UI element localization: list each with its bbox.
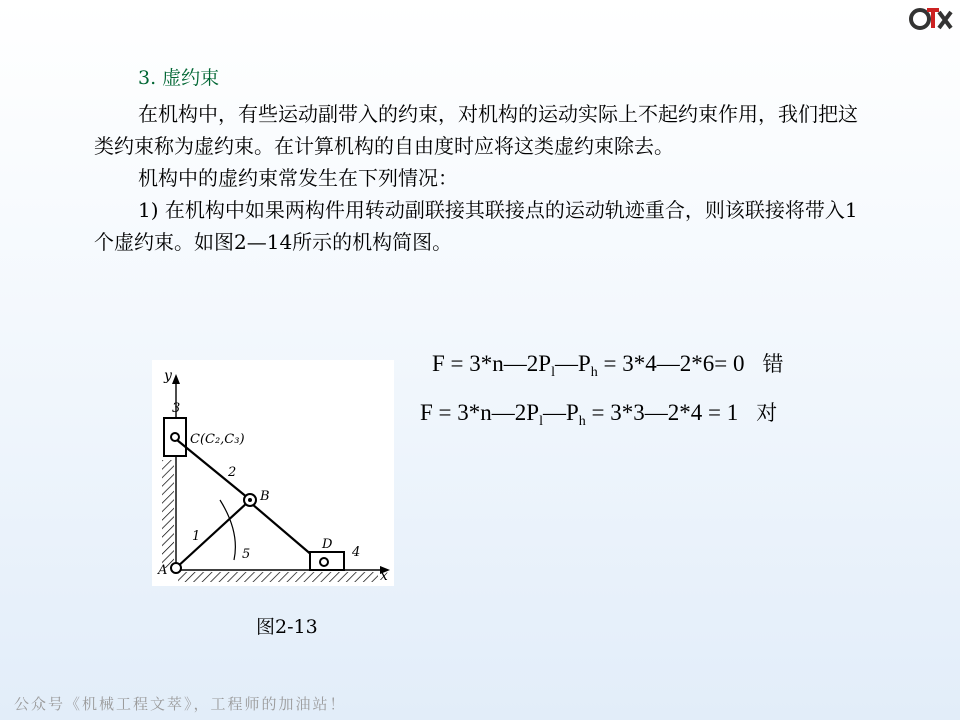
joint-d-icon xyxy=(320,558,328,566)
formula-mid: —P xyxy=(542,400,579,425)
vertical-ground-hatch xyxy=(162,460,174,568)
mechanism-diagram xyxy=(152,360,394,586)
link-1-label: 1 xyxy=(192,529,201,544)
formula-right xyxy=(420,393,880,442)
joint-b-label: B xyxy=(260,489,270,504)
horizontal-ground-hatch xyxy=(178,572,378,582)
joint-c-label: C(C₂,C₃) xyxy=(190,432,245,447)
paragraph-cases-intro: 机构中的虚约束常发生在下列情况： xyxy=(138,166,458,190)
motion-arc xyxy=(220,500,235,560)
formula-rhs: = 3*4—2*6= 0 xyxy=(597,351,745,376)
joint-d-label: D xyxy=(322,537,333,552)
footer-note: 公众号《机械工程文萃》，工程师的加油站！ xyxy=(14,695,347,713)
verdict-right: 对 xyxy=(756,401,778,425)
formula-lhs: F = 3*n—2P xyxy=(432,351,552,376)
formula-block xyxy=(420,344,880,442)
formula-sub-h: h xyxy=(578,414,586,429)
y-axis-arrow-icon xyxy=(172,374,180,384)
link-3-label: 3 xyxy=(172,401,181,416)
formula-sub-h: h xyxy=(590,365,598,380)
link-4-label: 4 xyxy=(352,545,361,560)
formula-wrong xyxy=(432,344,880,393)
figure-caption: 图2-13 xyxy=(256,616,318,638)
paragraph-case-1: 1) 在机构中如果两构件用转动副联接其联接点的运动轨迹重合，则该联接将带入1个虚约束。如图2—14所示的机构简图。 xyxy=(94,198,858,254)
formula-lhs: F = 3*n—2P xyxy=(420,400,540,425)
formula-rhs: = 3*3—2*4 = 1 xyxy=(585,400,739,425)
joint-a-icon xyxy=(171,563,181,573)
link-2 xyxy=(177,440,248,498)
section-heading: 3. 虚约束 xyxy=(138,67,220,89)
link-5-label: 5 xyxy=(242,547,251,562)
formula-mid: —P xyxy=(554,351,591,376)
link-2-label: 2 xyxy=(228,465,237,480)
y-axis-label: y xyxy=(164,368,172,384)
joint-a-label: A xyxy=(158,563,168,578)
link-1 xyxy=(176,502,251,568)
text-content xyxy=(94,62,874,258)
formula-sub-l: l xyxy=(539,414,543,429)
formula-sub-l: l xyxy=(551,365,555,380)
otx-logo-icon xyxy=(908,4,954,32)
paragraph-definition: 在机构中，有些运动副带入的约束，对机构的运动实际上不起约束作用，我们把这类约束称为虚约束。在计算机构的自由度时应将这类虚约束除去。 xyxy=(94,102,858,158)
verdict-wrong: 错 xyxy=(762,352,784,376)
x-axis-label: x xyxy=(380,568,388,584)
